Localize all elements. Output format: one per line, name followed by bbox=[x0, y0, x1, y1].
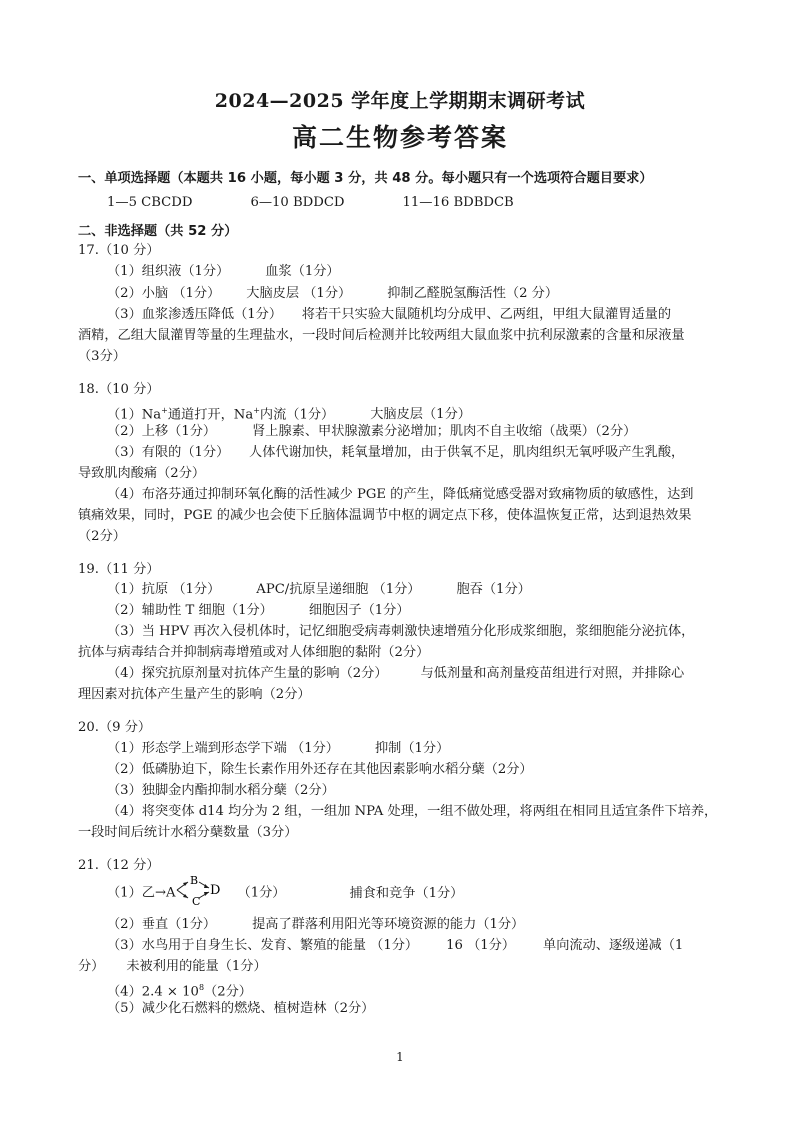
node-b: B bbox=[189, 874, 198, 887]
q21-2b: 提高了群落利用阳光等环境资源的能力（1分） bbox=[252, 917, 525, 932]
q18-line5: （4）布洛芬通过抑制环氧化酶的活性减少 PGE 的产生，降低痛觉感受器对致痛物质的敏感性，达到 bbox=[107, 487, 694, 502]
q20-line4: （4）将突变体 d14 均分为 2 组，一组加 NPA 处理，一组不做处理，将两组在相同且适宜条件下培养， bbox=[107, 804, 718, 819]
q19-line1 bbox=[107, 580, 531, 600]
q21-5a: （4）2.4 × 10 bbox=[107, 984, 199, 1000]
q17-1a: （1）组织液（1分） bbox=[107, 264, 230, 279]
exam-title: 2024—2025 学年度上学期期末调研考试 bbox=[214, 90, 586, 112]
q21-5b: （2分） bbox=[204, 984, 252, 1000]
q17-line2 bbox=[107, 284, 558, 304]
q18-1c: 内流（1分） bbox=[259, 407, 335, 423]
q18-line3: （3）有限的（1分） 人体代谢加快，耗氧量增加，由于供氧不足，肌肉组织无氧呼吸产生乳酸， bbox=[107, 445, 685, 460]
q17-line5: （3分） bbox=[78, 349, 126, 364]
q20-1a: （1）形态学上端到形态学下端 （1分） bbox=[107, 741, 339, 756]
q19-2b: 细胞因子（1分） bbox=[308, 603, 410, 618]
food-web-diagram bbox=[176, 874, 238, 906]
sup-plus: + bbox=[253, 406, 260, 415]
q18-line4: 导致肌肉酸痛（2分） bbox=[78, 466, 206, 481]
q18-1b: 通道打开，Na bbox=[167, 407, 254, 423]
q20-1b: 抑制（1分） bbox=[374, 741, 450, 756]
sup-plus: + bbox=[161, 406, 168, 415]
mc-answers-11-16: 11—16 BDBDCB bbox=[402, 195, 514, 210]
q18-line7: （2分） bbox=[78, 529, 126, 544]
q21-3c: 单向流动、逐级递减（1 bbox=[543, 938, 684, 953]
q20-line2: （2）低磷胁迫下，除生长素作用外还存在其他因素影响水稻分蘖（2分） bbox=[107, 762, 533, 777]
q18-2b: 肾上腺素、甲状腺激素分泌增加；肌肉不自主收缩（战栗）（2分） bbox=[252, 424, 637, 439]
q18-1d: 大脑皮层（1分） bbox=[370, 407, 471, 423]
q19-1a: （1）抗原 （1分） bbox=[107, 582, 221, 597]
q17-2b: 大脑皮层 （1分） bbox=[246, 286, 352, 301]
q19-line4: 抗体与病毒结合并抑制病毒增殖或对人体细胞的黏附（2分） bbox=[78, 645, 430, 660]
q18-line2 bbox=[107, 422, 636, 442]
q21-4b: 未被利用的能量（1分） bbox=[126, 959, 267, 974]
q18-2a: （2）上移（1分） bbox=[107, 424, 217, 439]
q19-line3: （3）当 HPV 再次入侵机体时，记忆细胞受病毒刺激快速增殖分化形成浆细胞，浆细胞能分泌抗体， bbox=[107, 624, 695, 639]
q21-1-score: （1分） bbox=[237, 885, 286, 901]
q17-line1 bbox=[107, 262, 340, 282]
q17-1b: 血浆（1分） bbox=[265, 264, 340, 279]
q20-header: 20.（9 分） bbox=[78, 720, 152, 735]
q20-line1 bbox=[107, 739, 449, 759]
q21-4a: 分） bbox=[78, 959, 105, 974]
q19-1b: APC/抗原呈递细胞 （1分） bbox=[256, 582, 421, 597]
q21-3b: 16 （1分） bbox=[446, 938, 516, 953]
node-d: D bbox=[209, 883, 220, 898]
section1-heading: 一、单项选择题（本题共 16 小题，每小题 3 分，共 48 分。每小题只有一个选项符合题目要求） bbox=[78, 171, 653, 186]
answer-title: 高二生物参考答案 bbox=[291, 123, 508, 152]
q21-line3 bbox=[107, 936, 683, 956]
q21-line4 bbox=[78, 957, 267, 977]
q18-line6: 镇痛效果，同时，PGE 的减少也会使下丘脑体温调节中枢的调定点下移，使体温恢复正常，达到退热效果 bbox=[78, 508, 692, 523]
q19-line6: 理因素对抗体产生量产生的影响（2分） bbox=[78, 687, 311, 702]
node-c: C bbox=[191, 895, 200, 906]
mc-answers-6-10: 6—10 BDDCD bbox=[250, 195, 345, 210]
q21-1-prefix: （1）乙→A bbox=[107, 885, 176, 901]
page-number: 1 bbox=[396, 1050, 404, 1064]
q19-1c: 胞吞（1分） bbox=[456, 582, 531, 597]
q18-1a: （1）Na bbox=[107, 407, 162, 423]
q21-line2 bbox=[107, 915, 524, 935]
q17-header: 17.（10 分） bbox=[78, 243, 160, 258]
q19-2a: （2）辅助性 T 细胞（1分） bbox=[107, 603, 273, 618]
q19-line5: （4）探究抗原剂量对抗体产生量的影响（2分） 与低剂量和高剂量疫苗组进行对照，并排除心 bbox=[107, 666, 685, 681]
q17-2a: （2）小脑 （1分） bbox=[107, 286, 221, 301]
q20-line5: 一段时间后统计水稻分蘖数量（3分） bbox=[78, 825, 298, 840]
exponent: 8 bbox=[198, 983, 205, 992]
mc-answers bbox=[107, 193, 514, 213]
q21-header: 21.（12 分） bbox=[78, 858, 160, 873]
q17-2c: 抑制乙醛脱氢酶活性（2 分） bbox=[387, 286, 559, 301]
q21-3a: （3）水鸟用于自身生长、发育、繁殖的能量 （1分） bbox=[107, 938, 419, 953]
q18-header: 18.（10 分） bbox=[78, 382, 160, 397]
arrowhead bbox=[204, 892, 209, 896]
q21-line1 bbox=[107, 874, 464, 906]
section2-heading: 二、非选择题（共 52 分） bbox=[78, 224, 238, 239]
q21-line6: （5）减少化石燃料的燃烧、植树造林（2分） bbox=[107, 1001, 375, 1016]
q17-line4: 酒精，乙组大鼠灌胃等量的生理盐水，一段时间后检测并比较两组大鼠血浆中抗利尿激素的含量和尿液量 bbox=[78, 328, 685, 343]
arrowhead bbox=[204, 884, 209, 888]
food-web-arrows bbox=[176, 874, 238, 906]
q17-line3: （3）血浆渗透压降低（1分） 将若干只实验大鼠随机均分成甲、乙两组，甲组大鼠灌胃适量的 bbox=[107, 307, 672, 322]
q21-1b: 捕食和竞争（1分） bbox=[349, 885, 464, 901]
q19-header: 19.（11 分） bbox=[78, 562, 160, 577]
mc-answers-1-5: 1—5 CBCDD bbox=[107, 195, 193, 210]
q20-line3: （3）独脚金内酯抑制水稻分蘖（2分） bbox=[107, 783, 335, 798]
q21-2a: （2）垂直（1分） bbox=[107, 917, 217, 932]
q19-line2 bbox=[107, 601, 410, 621]
